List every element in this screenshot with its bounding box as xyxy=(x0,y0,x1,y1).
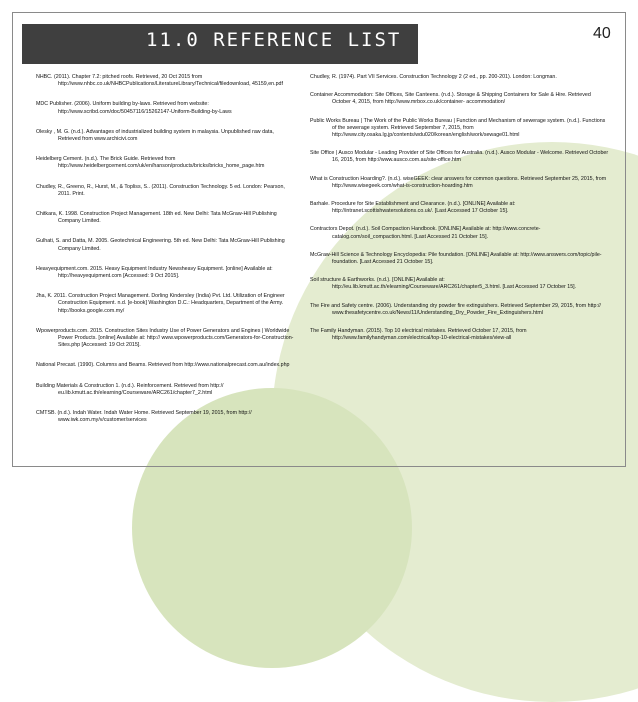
reference-entry: Chitkara, K. 1998. Construction Project Management. 18th ed. New Delhi: Tata McGraw-Hill Publishing Company Limited. xyxy=(36,211,277,225)
reference-entry: Olesky , M. G. (n.d.). Advantages of industrialized building system in malaysia. Unpublished raw data, Retrieved from www.archicivi.com xyxy=(36,128,274,143)
reference-entry: What is Construction Hoarding?. (n.d.). wiseGEEK: clear answers for common questions. Retrieved September 25, 2015, from http://www.wisegeek.com/what-is-construction-hoarding.htm xyxy=(310,175,607,189)
reference-entry: Chudley, R. (1974). Part VII Services. Construction Technology 2 (2 ed., pp. 200-201). London: Longman. xyxy=(310,74,557,80)
reference-entry: Container Accommodation: Site Offices, Site Canteens. (n.d.). Storage & Shipping Containers for Sale & Hire. Retrieved October 4, 2015, from http://www.mrbox.co.uk/container- accommodation/ xyxy=(310,92,591,106)
reference-entry: Heidelberg Cement. (n.d.). The Brick Guide. Retrieved from http://www.heidelbergcement.com/uk/en/hanson/products/bricks/bricks_home_page.htm xyxy=(36,156,265,170)
reference-entry: National Precast. (1990). Columns and Beams. Retrieved from http://www.nationalprecast.com.au/index.php xyxy=(36,362,290,369)
reference-entry: Public Works Bureau | The Work of the Public Works Bureau | Function and Mechanism of sewerage system. (n.d.). Functions of the sewerage system. Retrieved September 7, 2015, from http://www.city.osaka.lg.jp/contents/wdu020/korean/english/work/sewage01.html xyxy=(310,117,606,139)
reference-entry: Contractors Depot. (n.d.). Soil Compaction Handbook. [ONLINE] Available at: http://www.concrete-catalog.com/soil_compaction.html. [Last Accessed 21 October 15]. xyxy=(310,226,541,240)
reference-entry: Building Materials & Construction 1. (n.d.). Reinforcement. Retrieved from http:// eu.lib.kmutt.ac.th/elearning/Courseware/ARC261/chapter7_2.html xyxy=(36,382,224,396)
reference-entry: NHBC. (2011). Chapter 7.2: pitched roofs. Retrieved, 20 Oct 2015 from http://www.nhbc.co.uk/NHBCPublications/LiteratureLibrary/Technical/filedownload, 45159,en.pdf xyxy=(36,74,283,88)
reference-entry: The Fire and Safety centre. (2006). Understanding dry powder fire extinguishers. Retrieved September 29, 2015, from http:// www.thesafetycentre.co.uk/News/11/Understanding_Dry_Powder_Fire_Extinguishers.html xyxy=(310,302,601,316)
page-title: 11.0 REFERENCE LIST xyxy=(146,29,402,51)
reference-column-left xyxy=(36,74,298,437)
reference-entry: Gulhati, S. and Datta, M. 2005. Geotechnical Engineering. 5th ed. New Delhi: Tata McGraw-Hill Publishing Company Limited. xyxy=(36,238,285,252)
reference-column-right xyxy=(310,74,610,353)
reference-entry: Barhale. Procedure for Site Establishment and Clearance. (n.d.). [ONLINE] Available at: http://intranet.scottishwatersolutions.co.uk/. [Last Accessed 17 October 15]. xyxy=(310,201,516,215)
reference-entry: Jha, K. 2011. Construction Project Management. Dorling Kindersley (India) Pvt. Ltd. Utilization of Engineer Construction Equipment. n.d. [e-book] Washington D.C.: Headquarters, Department of the Army. http://books.google.com.my/ xyxy=(36,293,285,314)
reference-entry: Site Office | Ausco Modular - Leading Provider of Site Offices for Australia. (n.d.). Ausco Modular - Welcome. Retrieved October 16, 2015, from http://www.ausco.com.au/site-office.htm xyxy=(310,150,609,164)
reference-entry: Wpowerproducts.com. 2015. Construction Sites Industry Use of Power Generators and Engines | Worldwide Power Products. [online] Available at: http:// www.wpowerproducts.com/Generators-for-Construction-Sites.php [Accessed: 19 Oct 2015]. xyxy=(36,327,294,349)
reference-entry: MDC Publisher. (2006). Uniform building by-laws. Retrieved from website: http://www.scribd.com/doc/50457116/15262147-Uniform-Building-by-Laws xyxy=(36,101,232,115)
page-number: 40 xyxy=(593,25,611,42)
reference-entry: McGraw-Hill Science & Technology Encyclopedia: Pile foundation. [ONLINE] Available at: http://www.answers.com/topic/pile-foundation. [Last Accessed 21 October 15]. xyxy=(310,251,602,266)
reference-entry: Soil structure & Earthworks. (n.d.). [ONLINE] Available at: http://eu.lib.kmutt.ac.th/elearning/Courseware/ARC261/chapter5_3.html. [Last Accessed 17 October 15]. xyxy=(310,277,577,291)
reference-entry: The Family Handyman. (2015). Top 10 electrical mistakes. Retrieved October 17, 2015, from http://www.familyhandyman.com/electrical/top-10-electrical-mistakes/view-all xyxy=(310,328,527,342)
reference-entry: Heavyequipment.com. 2015. Heavy Equipment Industry Newsheavy Equipment. [online] Available at: http://heavyequipment.com [Accessed: 9 Oct 2015]. xyxy=(36,265,273,280)
reference-entry: Chudley, R., Greeno, R., Hurst, M., & Topliss, S.. (2011). Construction Technology. 5 ed. London: Pearson, 2011. Print. xyxy=(36,183,285,197)
reference-entry: CMTSB. (n.d.). Indah Water. Indah Water Home. Retrieved September 19, 2015, from http:// www.iwk.com.my/v/customer/services xyxy=(36,410,252,424)
